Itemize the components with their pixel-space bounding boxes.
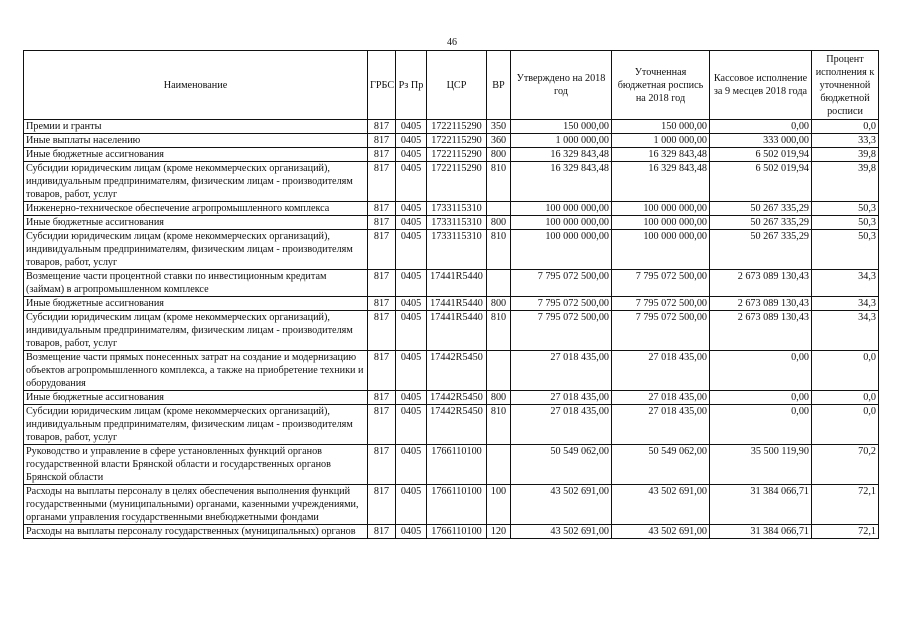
- cell-rzpr: 0405: [396, 270, 427, 297]
- cell-rzpr: 0405: [396, 134, 427, 148]
- cell-name: Иные бюджетные ассигнования: [24, 216, 368, 230]
- table-row: [24, 270, 879, 297]
- cell-percent: 70,2: [812, 445, 879, 485]
- cell-vr: 800: [487, 216, 511, 230]
- table-row: [24, 525, 879, 539]
- table-row: [24, 445, 879, 485]
- table-header-row: [24, 51, 879, 120]
- cell-percent: 33,3: [812, 134, 879, 148]
- cell-name: Иные бюджетные ассигнования: [24, 297, 368, 311]
- cell-refined: 150 000,00: [612, 120, 710, 134]
- cell-refined: 27 018 435,00: [612, 391, 710, 405]
- cell-csr: 17442R5450: [427, 351, 487, 391]
- cell-cash: 2 673 089 130,43: [710, 270, 812, 297]
- table-row: [24, 351, 879, 391]
- cell-percent: 34,3: [812, 311, 879, 351]
- cell-csr: 17442R5450: [427, 391, 487, 405]
- cell-csr: 1722115290: [427, 162, 487, 202]
- cell-approved: 100 000 000,00: [511, 202, 612, 216]
- cell-name: Иные выплаты населению: [24, 134, 368, 148]
- cell-grbs: 817: [368, 120, 396, 134]
- cell-refined: 27 018 435,00: [612, 405, 710, 445]
- cell-grbs: 817: [368, 297, 396, 311]
- cell-cash: 6 502 019,94: [710, 162, 812, 202]
- cell-percent: 0,0: [812, 120, 879, 134]
- cell-rzpr: 0405: [396, 445, 427, 485]
- cell-csr: 1766110100: [427, 485, 487, 525]
- cell-name: Субсидии юридическим лицам (кроме некоммерческих организаций), индивидуальным предпринимателям, физическим лицам - производителям товаров, работ, услуг: [24, 405, 368, 445]
- cell-csr: 1733115310: [427, 216, 487, 230]
- cell-refined: 16 329 843,48: [612, 162, 710, 202]
- table-row: [24, 162, 879, 202]
- cell-vr: [487, 351, 511, 391]
- cell-approved: 27 018 435,00: [511, 351, 612, 391]
- cell-vr: 120: [487, 525, 511, 539]
- cell-approved: 100 000 000,00: [511, 216, 612, 230]
- cell-cash: 0,00: [710, 120, 812, 134]
- cell-name: Субсидии юридическим лицам (кроме некоммерческих организаций), индивидуальным предпринимателям, физическим лицам - производителям товаров, работ, услуг: [24, 162, 368, 202]
- cell-grbs: 817: [368, 405, 396, 445]
- cell-grbs: 817: [368, 148, 396, 162]
- cell-rzpr: 0405: [396, 202, 427, 216]
- cell-name: Возмещение части прямых понесенных затрат на создание и модернизацию объектов агропромышленного комплекса, а также на приобретение техники и оборудования: [24, 351, 368, 391]
- cell-name: Руководство и управление в сфере установленных функций органов государственной власти Брянской области и государственных органов Брянской области: [24, 445, 368, 485]
- cell-cash: 2 673 089 130,43: [710, 297, 812, 311]
- header-refined: Уточненная бюджетная роспись на 2018 год: [612, 51, 710, 120]
- cell-approved: 100 000 000,00: [511, 230, 612, 270]
- cell-grbs: 817: [368, 134, 396, 148]
- cell-rzpr: 0405: [396, 216, 427, 230]
- cell-cash: 50 267 335,29: [710, 216, 812, 230]
- cell-vr: 810: [487, 311, 511, 351]
- table-row: [24, 148, 879, 162]
- cell-percent: 0,0: [812, 405, 879, 445]
- cell-cash: 31 384 066,71: [710, 485, 812, 525]
- cell-approved: 43 502 691,00: [511, 525, 612, 539]
- cell-approved: 16 329 843,48: [511, 162, 612, 202]
- cell-csr: 1766110100: [427, 445, 487, 485]
- cell-grbs: 817: [368, 351, 396, 391]
- cell-cash: 35 500 119,90: [710, 445, 812, 485]
- cell-vr: 100: [487, 485, 511, 525]
- cell-grbs: 817: [368, 162, 396, 202]
- table-row: [24, 202, 879, 216]
- cell-rzpr: 0405: [396, 148, 427, 162]
- table-row: [24, 216, 879, 230]
- cell-approved: 16 329 843,48: [511, 148, 612, 162]
- cell-grbs: 817: [368, 485, 396, 525]
- cell-cash: 0,00: [710, 351, 812, 391]
- cell-csr: 1733115310: [427, 230, 487, 270]
- table-row: [24, 485, 879, 525]
- cell-name: Расходы на выплаты персоналу в целях обеспечения выполнения функций государственными (муниципальными) органами, казенными учреждениями, органами управления государственными внебюджетными фондами: [24, 485, 368, 525]
- cell-refined: 50 549 062,00: [612, 445, 710, 485]
- cell-cash: 0,00: [710, 405, 812, 445]
- cell-percent: 72,1: [812, 485, 879, 525]
- cell-percent: 0,0: [812, 351, 879, 391]
- table-row: [24, 230, 879, 270]
- header-rzpr: Рз Пр: [396, 51, 427, 120]
- cell-vr: 360: [487, 134, 511, 148]
- header-csr: ЦСР: [427, 51, 487, 120]
- cell-csr: 1766110100: [427, 525, 487, 539]
- cell-refined: 16 329 843,48: [612, 148, 710, 162]
- cell-grbs: 817: [368, 525, 396, 539]
- table-row: [24, 120, 879, 134]
- cell-grbs: 817: [368, 230, 396, 270]
- cell-refined: 7 795 072 500,00: [612, 297, 710, 311]
- cell-vr: 800: [487, 148, 511, 162]
- cell-percent: 39,8: [812, 162, 879, 202]
- cell-csr: 1733115310: [427, 202, 487, 216]
- cell-refined: 100 000 000,00: [612, 202, 710, 216]
- cell-grbs: 817: [368, 391, 396, 405]
- cell-name: Премии и гранты: [24, 120, 368, 134]
- table-row: [24, 405, 879, 445]
- cell-refined: 27 018 435,00: [612, 351, 710, 391]
- cell-refined: 1 000 000,00: [612, 134, 710, 148]
- cell-csr: 17441R5440: [427, 297, 487, 311]
- cell-rzpr: 0405: [396, 311, 427, 351]
- cell-refined: 100 000 000,00: [612, 216, 710, 230]
- cell-rzpr: 0405: [396, 485, 427, 525]
- cell-vr: 810: [487, 162, 511, 202]
- cell-rzpr: 0405: [396, 351, 427, 391]
- cell-approved: 43 502 691,00: [511, 485, 612, 525]
- cell-name: Иные бюджетные ассигнования: [24, 391, 368, 405]
- cell-grbs: 817: [368, 270, 396, 297]
- cell-rzpr: 0405: [396, 297, 427, 311]
- cell-percent: 72,1: [812, 525, 879, 539]
- header-cash: Кассовое исполнение за 9 месцев 2018 года: [710, 51, 812, 120]
- cell-percent: 34,3: [812, 270, 879, 297]
- table-row: [24, 311, 879, 351]
- cell-approved: 7 795 072 500,00: [511, 270, 612, 297]
- cell-name: Инженерно-техническое обеспечение агропромышленного комплекса: [24, 202, 368, 216]
- cell-vr: [487, 270, 511, 297]
- cell-approved: 50 549 062,00: [511, 445, 612, 485]
- cell-name: Иные бюджетные ассигнования: [24, 148, 368, 162]
- cell-cash: 31 384 066,71: [710, 525, 812, 539]
- cell-grbs: 817: [368, 202, 396, 216]
- cell-rzpr: 0405: [396, 120, 427, 134]
- cell-vr: 810: [487, 230, 511, 270]
- cell-rzpr: 0405: [396, 162, 427, 202]
- cell-rzpr: 0405: [396, 525, 427, 539]
- cell-name: Расходы на выплаты персоналу государственных (муниципальных) органов: [24, 525, 368, 539]
- cell-refined: 43 502 691,00: [612, 525, 710, 539]
- cell-approved: 7 795 072 500,00: [511, 311, 612, 351]
- cell-rzpr: 0405: [396, 230, 427, 270]
- table-row: [24, 391, 879, 405]
- cell-approved: 150 000,00: [511, 120, 612, 134]
- cell-grbs: 817: [368, 445, 396, 485]
- cell-cash: 50 267 335,29: [710, 230, 812, 270]
- header-vr: ВР: [487, 51, 511, 120]
- cell-cash: 50 267 335,29: [710, 202, 812, 216]
- cell-refined: 7 795 072 500,00: [612, 311, 710, 351]
- cell-name: Субсидии юридическим лицам (кроме некоммерческих организаций), индивидуальным предпринимателям, физическим лицам - производителям товаров, работ, услуг: [24, 230, 368, 270]
- cell-refined: 100 000 000,00: [612, 230, 710, 270]
- budget-table: [23, 50, 879, 539]
- cell-percent: 50,3: [812, 230, 879, 270]
- cell-percent: 39,8: [812, 148, 879, 162]
- cell-vr: [487, 202, 511, 216]
- cell-csr: 17442R5450: [427, 405, 487, 445]
- table-row: [24, 297, 879, 311]
- cell-percent: 34,3: [812, 297, 879, 311]
- cell-cash: 6 502 019,94: [710, 148, 812, 162]
- cell-percent: 50,3: [812, 216, 879, 230]
- cell-csr: 17441R5440: [427, 311, 487, 351]
- cell-refined: 43 502 691,00: [612, 485, 710, 525]
- cell-approved: 1 000 000,00: [511, 134, 612, 148]
- cell-percent: 50,3: [812, 202, 879, 216]
- cell-vr: 800: [487, 391, 511, 405]
- cell-csr: 1722115290: [427, 148, 487, 162]
- header-name: Наименование: [24, 51, 368, 120]
- page-number: 46: [447, 37, 457, 48]
- cell-csr: 1722115290: [427, 120, 487, 134]
- header-percent: Процент исполнения к уточненной бюджетной росписи: [812, 51, 879, 120]
- header-grbs: ГРБС: [368, 51, 396, 120]
- cell-name: Возмещение части процентной ставки по инвестиционным кредитам (займам) в агропромышленном комплексе: [24, 270, 368, 297]
- cell-approved: 7 795 072 500,00: [511, 297, 612, 311]
- cell-rzpr: 0405: [396, 391, 427, 405]
- cell-vr: 810: [487, 405, 511, 445]
- cell-grbs: 817: [368, 311, 396, 351]
- table-row: [24, 134, 879, 148]
- cell-rzpr: 0405: [396, 405, 427, 445]
- cell-cash: 0,00: [710, 391, 812, 405]
- cell-csr: 17441R5440: [427, 270, 487, 297]
- cell-grbs: 817: [368, 216, 396, 230]
- cell-approved: 27 018 435,00: [511, 391, 612, 405]
- cell-approved: 27 018 435,00: [511, 405, 612, 445]
- cell-vr: 800: [487, 297, 511, 311]
- cell-vr: [487, 445, 511, 485]
- cell-cash: 2 673 089 130,43: [710, 311, 812, 351]
- cell-refined: 7 795 072 500,00: [612, 270, 710, 297]
- cell-cash: 333 000,00: [710, 134, 812, 148]
- header-approved: Утверждено на 2018 год: [511, 51, 612, 120]
- cell-name: Субсидии юридическим лицам (кроме некоммерческих организаций), индивидуальным предпринимателям, физическим лицам - производителям товаров, работ, услуг: [24, 311, 368, 351]
- cell-percent: 0,0: [812, 391, 879, 405]
- cell-csr: 1722115290: [427, 134, 487, 148]
- cell-vr: 350: [487, 120, 511, 134]
